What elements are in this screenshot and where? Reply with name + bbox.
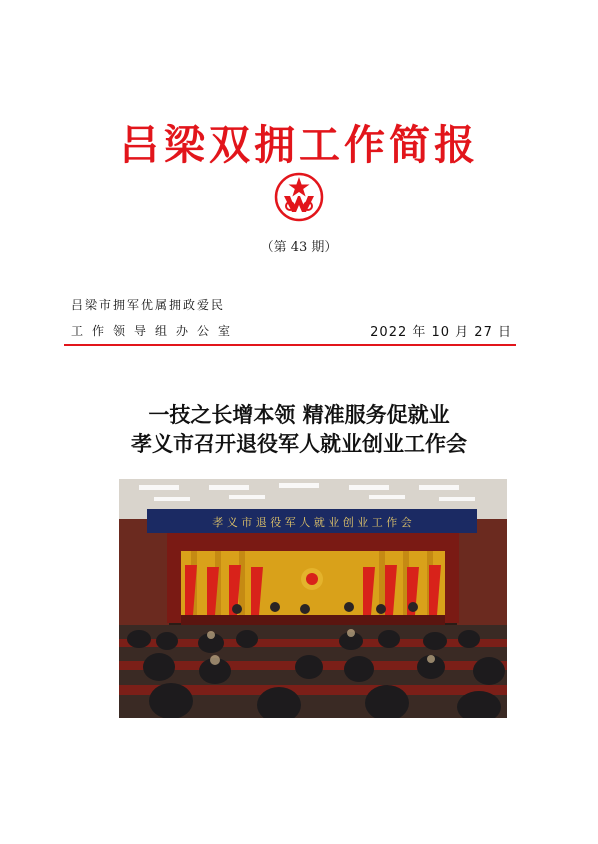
banner-text: 孝 义 市 退 役 军 人 就 业 创 业 工 作 会 — [212, 516, 412, 529]
headline-line2: 孝义市召开退役军人就业创业工作会 — [131, 431, 467, 456]
double-support-emblem-icon — [274, 172, 324, 222]
meeting-photo — [119, 479, 507, 718]
issuer-org-line2: 工作领导组办公室 — [71, 324, 240, 338]
issuer-org-line1: 吕梁市拥军优属拥政爱民 — [71, 298, 226, 312]
issue-number: （第 43 期） — [260, 240, 338, 255]
issue-date: 2022 年 10 月 27 日 — [370, 325, 512, 340]
masthead-title: 吕梁双拥工作简报 — [119, 121, 479, 169]
headline-line1: 一技之长增本领 精准服务促就业 — [148, 402, 450, 427]
header-divider — [64, 344, 516, 346]
